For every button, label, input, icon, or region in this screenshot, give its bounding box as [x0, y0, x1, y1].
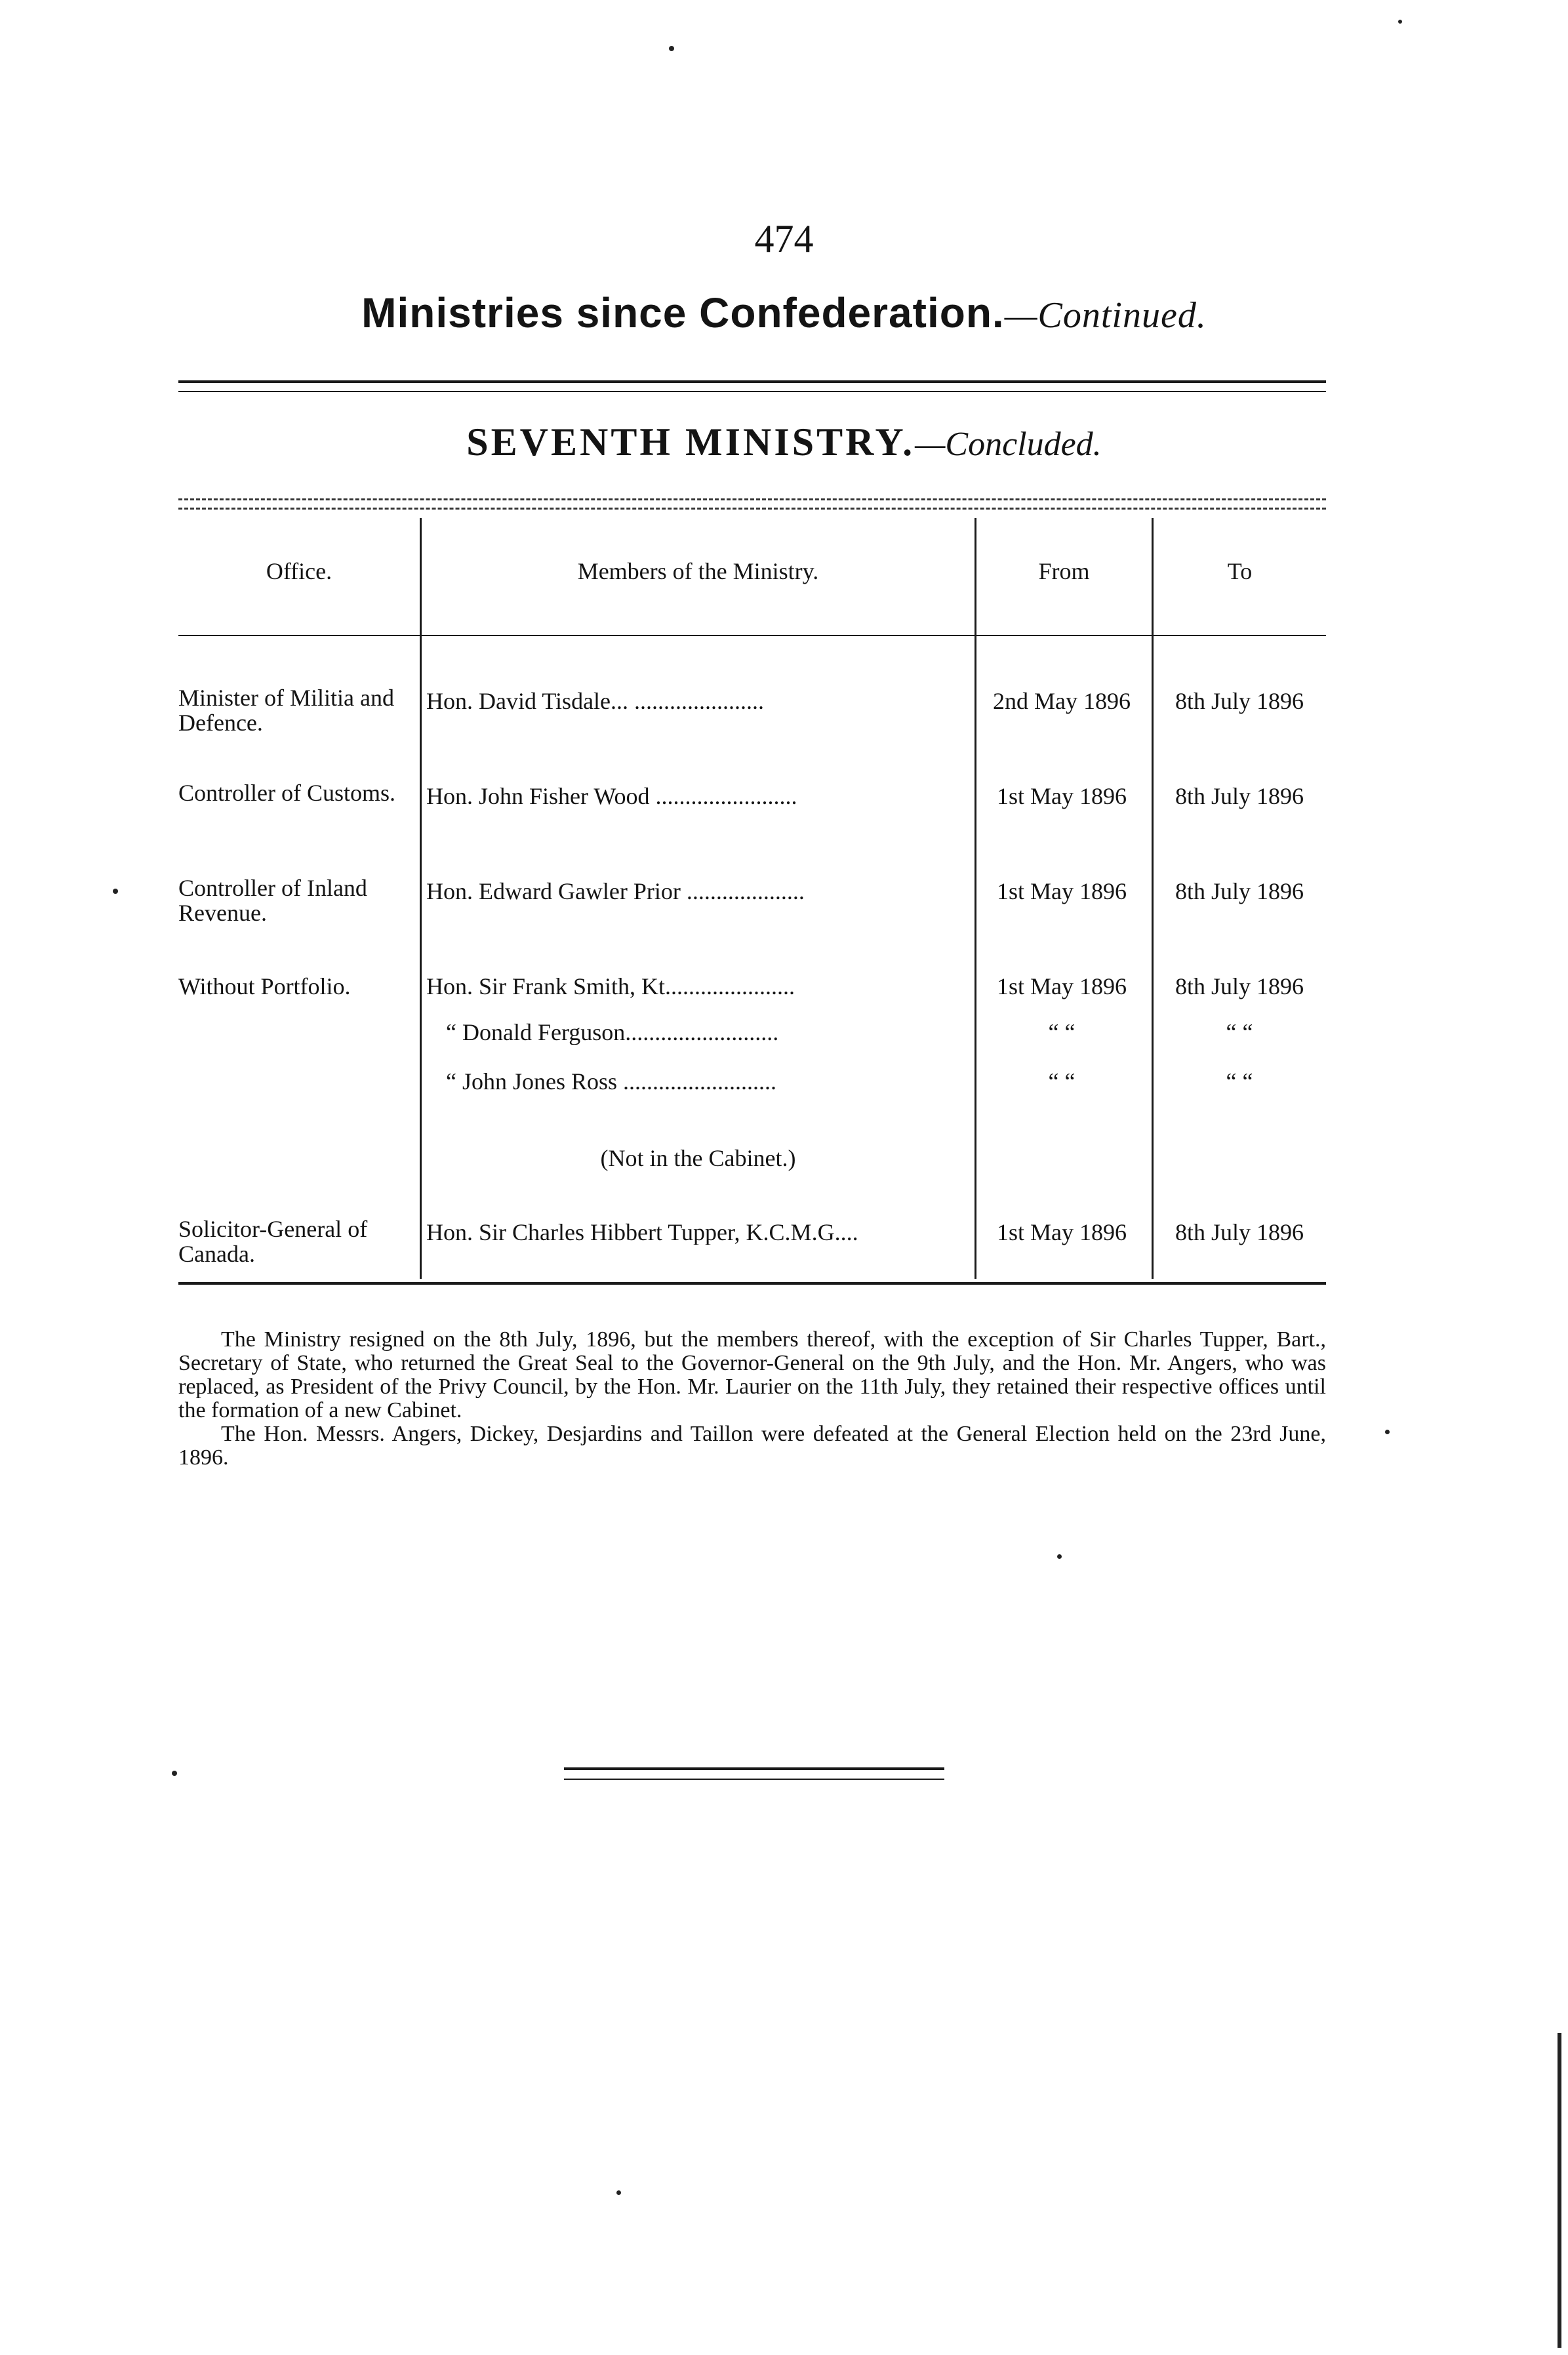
table-row-to: 8th July 1896 — [1175, 783, 1304, 809]
table-row-from: “ “ — [1048, 1068, 1075, 1095]
table-row-office: Minister of Militia and Defence. — [178, 685, 394, 736]
footnote-paragraph: The Hon. Messrs. Angers, Dickey, Desjardins and Taillon were defeated at the General Election held on the 23rd June, 1896. — [178, 1422, 1326, 1470]
header-office: Office. — [266, 558, 332, 584]
not-in-cabinet-note: (Not in the Cabinet.) — [600, 1145, 796, 1171]
closing-rule-second — [564, 1779, 944, 1780]
section-title-suffix: —Concluded. — [915, 426, 1102, 463]
header-members: Members of the Ministry. — [577, 558, 819, 584]
footnote-text — [178, 1328, 1326, 1470]
title-rule-bottom — [178, 391, 1326, 392]
table-row-member: Hon. David Tisdale... ...................... — [426, 689, 765, 714]
table-row-to: 8th July 1896 — [1175, 688, 1304, 714]
table-row-to: 8th July 1896 — [1175, 1219, 1304, 1245]
page-number: 474 — [754, 217, 814, 260]
closing-rule — [564, 1767, 944, 1770]
table-row-from: 1st May 1896 — [997, 1219, 1127, 1245]
table-row-member: “ John Jones Ross .......................... — [446, 1069, 777, 1094]
table-rule-bottom — [178, 1282, 1326, 1285]
table-row-member: Hon. Sir Charles Hibbert Tupper, K.C.M.G.... — [426, 1220, 858, 1245]
scan-speck — [113, 889, 118, 894]
table-row-to: 8th July 1896 — [1175, 878, 1304, 904]
table-row-from: “ “ — [1048, 1019, 1075, 1045]
table-row-from: 1st May 1896 — [997, 878, 1127, 904]
scan-speck — [1398, 20, 1402, 24]
scan-speck — [1385, 1430, 1390, 1434]
table-row-member: Hon. John Fisher Wood ........................ — [426, 784, 797, 809]
page-title-suffix: —Continued. — [1004, 295, 1207, 336]
table-rule-top — [178, 498, 1326, 500]
table-row-member: Hon. Sir Frank Smith, Kt...................... — [426, 974, 795, 999]
table-row-office: Without Portfolio. — [178, 973, 351, 999]
table-row-from: 1st May 1896 — [997, 783, 1127, 809]
table-rule-top-second — [178, 508, 1326, 510]
scan-speck — [1057, 1554, 1062, 1559]
table-row-member: “ Donald Ferguson.......................... — [446, 1020, 779, 1045]
header-to: To — [1227, 558, 1253, 584]
section-title-main: SEVENTH MINISTRY. — [466, 420, 915, 464]
scan-speck — [616, 2190, 621, 2195]
scan-speck — [172, 1771, 177, 1776]
scan-speck — [669, 46, 674, 51]
scan-edge-mark — [1558, 2033, 1561, 2348]
table-row-from: 1st May 1896 — [997, 973, 1127, 999]
table-row-member: Hon. Edward Gawler Prior .................... — [426, 879, 805, 904]
table-row-to: “ “ — [1226, 1068, 1253, 1095]
page-title — [0, 289, 1568, 337]
footnote-paragraph: The Ministry resigned on the 8th July, 1896, but the members thereof, with the exception of Sir Charles Tupper, Bart., Secretary of State, who returned the Great Seal to the Governor-General on the 9th July, and the Hon. Mr. Angers, who was replaced, as President of the Privy Council, by the Hon. Mr. Laurier on the 11th July, they retained their respective offices until the formation of a new Cabinet. — [178, 1327, 1326, 1422]
header-from: From — [1038, 558, 1090, 584]
table-row-office: Controller of Inland Revenue. — [178, 875, 367, 926]
column-divider-from — [1152, 518, 1154, 1279]
section-title — [0, 420, 1568, 465]
title-rule-top — [178, 380, 1326, 383]
page-title-main: Ministries since Confederation. — [361, 289, 1005, 336]
table-row-office: Controller of Customs. — [178, 780, 395, 806]
table-row-from: 2nd May 1896 — [993, 688, 1131, 714]
table-row-to: 8th July 1896 — [1175, 973, 1304, 999]
header-rule — [178, 635, 1326, 636]
table-row-to: “ “ — [1226, 1019, 1253, 1045]
table-row-office: Solicitor-General of Canada. — [178, 1216, 368, 1267]
